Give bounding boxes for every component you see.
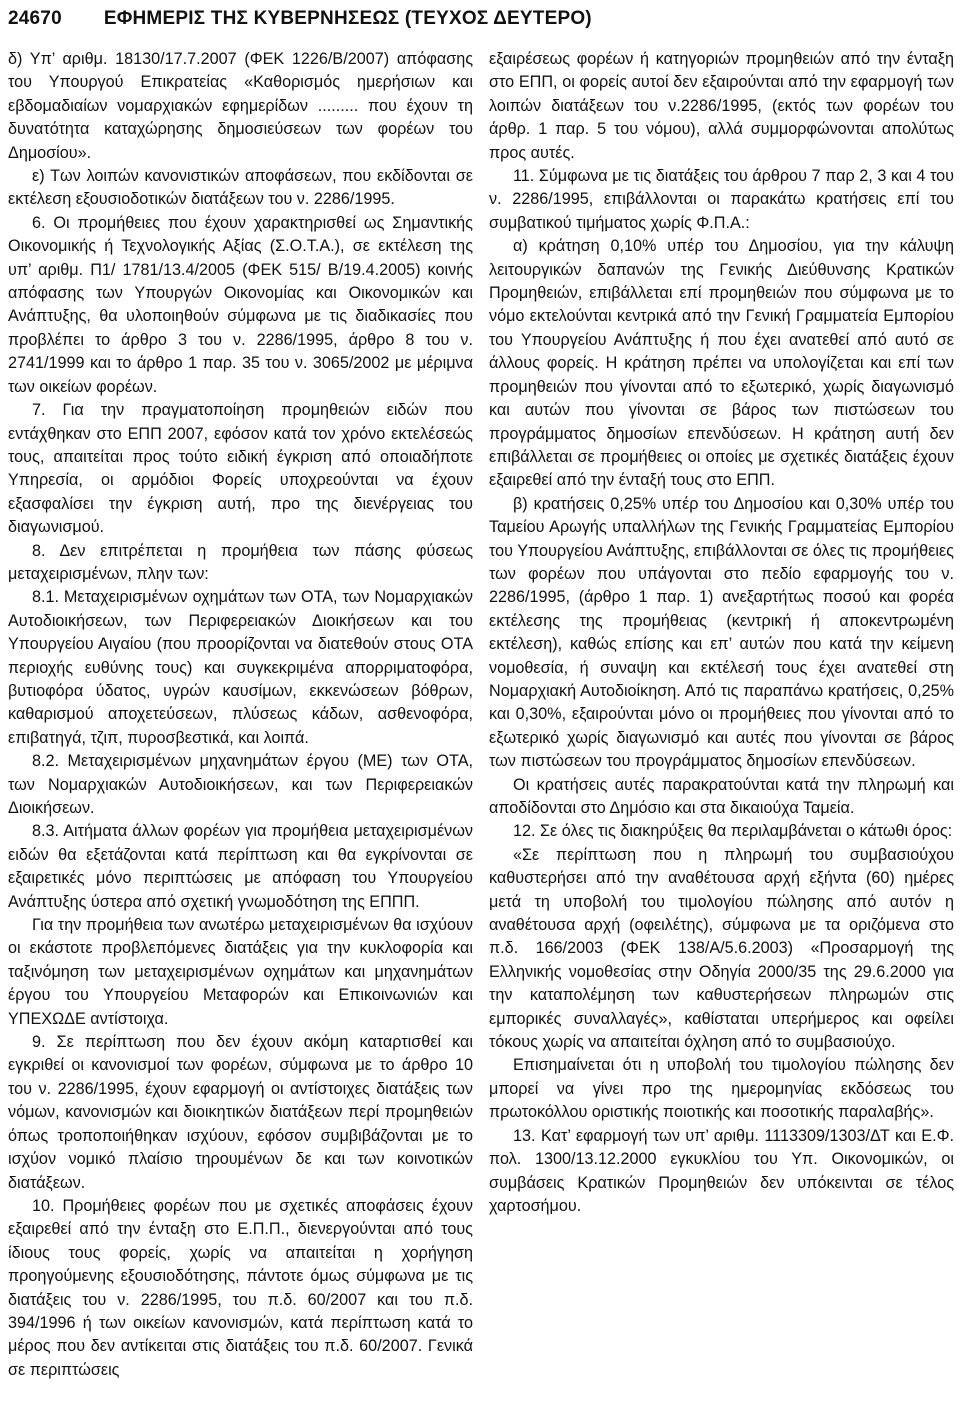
paragraph-9: 9. Σε περίπτωση που δεν έχουν ακόμη καταρτισθεί και εγκριθεί οι κανονισμοί των φορέων, σύμφωνα με το άρθρο 10 του ν. 2286/1995, έχουν εφαρμογή οι αντίστοιχες διατάξεις των νόμων, κανονισμών και διοικητικών διατάξεων περί προμηθειών όπως τροποποιήθηκαν ισχύουν, εφόσον συμβιβάζονται με το ισχύον νομικό πλαίσιο τηρουμένων δε και των κοινοτικών διατάξεων. <box>8 1033 473 1192</box>
gazette-title: ΕΦΗΜΕΡΙΣ ΤΗΣ ΚΥΒΕΡΝΗΣΕΩΣ (ΤΕΥΧΟΣ ΔΕΥΤΕΡΟ) <box>103 8 592 29</box>
paragraph-8-1: 8.1. Μεταχειρισμένων οχημάτων των ΟΤΑ, των Νομαρχιακών Αυτοδιοικήσεων, των Περιφερειακών Διοικήσεων και του Υπουργείου Αιγαίου (που προορίζονται να διατεθούν στους ΟΤΑ περιοχής ευθύνης τους) και συγκεκριμένα απορριματοφόρα, βυτιοφόρα ύδατος, υγρών καυσίμων, εκκενώσεων βόθρων, καθαρισμού αποχετεύσεων, πλύσεως κάδων, ασθενοφόρα, επιβατηγά, τζιπ, πυροσβεστικά, και λοιπά. <box>8 588 473 747</box>
paragraph-10: 10. Προμήθειες φορέων που με σχετικές αποφάσεις έχουν εξαιρεθεί από την ένταξη στο Ε.Π.Π., διενεργούνται από τους ίδιους τους φορείς, χωρίς να απαιτείται η χορήγηση προηγούμενης εξουσιοδότησης, πάντοτε όμως σύμφωνα με τις διατάξεις του ν. 2286/1995, του π.δ. 60/2007 και του π.δ. 394/1996 ή των οικείων κανονισμών, κατά περίπτωση κατά το μέρος που δεν αντίκειται στις διατάξεις του π.δ. 60/2007. Γενικά σε περιπτώσεις <box>8 1196 473 1379</box>
page-number: 24670 <box>8 8 62 29</box>
paragraph-11-a: α) κράτηση 0,10% υπέρ του Δημοσίου, για την κάλυψη λειτουργικών δαπανών της Γενικής Διεύθυνσης Κρατικών Προμηθειών, επιβάλλεται επί προμηθειών που σύμφωνα με το νόμο εκτελούνται κεντρικά από την Γενική Γραμματεία Εμπορίου του Υπουργείου Ανάπτυξης ή που έχει ανατεθεί από αυτό σε άλλους φορείς. Η κράτηση πρέπει να υπολογίζεται και επί των προμηθειών που γίνονται από το εξωτερικό, χωρίς διαγωνισμό και αυτών που γίνονται σε βάρος των πιστώσεων του προγράμματος δημοσίων επενδύσεων. Η κράτηση αυτή δεν επιβάλλεται σε προμήθειες οι οποίες με σχετικές διατάξεις έχουν εξαιρεθεί από την ένταξή τους στο ΕΠΠ. <box>489 237 954 490</box>
paragraph-12-clause: «Σε περίπτωση που η πληρωμή του συμβασιούχου καθυστερήσει από την αναθέτουσα αρχή εξήντα (60) ημέρες μετά τη υποβολή του τιμολογίου πώλησης από αυτόν η αναθέτουσα αρχή (οφειλέτης), σύμφωνα με τα οριζόμενα στο π.δ. 166/2003 (ΦΕΚ 138/Α/5.6.2003) «Προσαρμογή της Ελληνικής νομοθεσίας στην Οδηγία 2000/35 της 29.6.2000 για την καταπολέμηση των καθυστερήσεων πληρωμών στις εμπορικές συναλλαγές», καθίσταται υπερήμερος και οφείλει τόκους χωρίς να απαιτείται όχληση από το συμβασιούχο. <box>489 845 954 1052</box>
right-column <box>489 48 954 1218</box>
paragraph-invoice-note: Επισημαίνεται ότι η υποβολή του τιμολογίου πώλησης δεν μπορεί να γίνει προ της ημερομηνίας εκδόσεως του πρωτοκόλλου οριστικής ποιοτικής και ποσοτικής παραλαβής». <box>489 1056 954 1122</box>
paragraph-8: 8. Δεν επιτρέπεται η προμήθεια των πάσης φύσεως μεταχειρισμένων, πλην των: <box>8 541 473 583</box>
paragraph-continuation: εξαιρέσεως φορέων ή κατηγοριών προμηθειών από την ένταξη στο ΕΠΠ, οι φορείς αυτοί δεν εξαιρούνται από την εφαρμογή των λοιπών διατάξεων του ν.2286/1995, (εκτός των φορέων του άρθρ. 1 παρ. 5 του νόμου), αλλά συμμορφώνονται απολύτως προς αυτές. <box>489 50 954 162</box>
paragraph-8-3: 8.3. Αιτήματα άλλων φορέων για προμήθεια μεταχειρισμένων ειδών θα εξετάζονται κατά περίπτωση και θα εγκρίνονται σε εξαιρετικές μόνο περιπτώσεις με απόφαση του Υπουργείου Ανάπτυξης ύστερα από σχετική γνωμοδότηση της ΕΠΠΠ. <box>8 822 473 911</box>
page-header <box>8 2 952 36</box>
paragraph-d: δ) Υπ’ αριθμ. 18130/17.7.2007 (ΦΕΚ 1226/Β/2007) απόφασης του Υπουργού Επικρατείας «Καθορισμός ημερήσιων και εβδομαδιαίων νομαρχιακών εφημερίδων ......... που έχουν τη δυνατότητα καταχώρησης δημοσιεύσεων των φορέων του Δημοσίου». <box>8 50 473 162</box>
paragraph-7: 7. Για την πραγματοποίηση προμηθειών ειδών που εντάχθηκαν στο ΕΠΠ 2007, εφόσον κατά τον χρόνο εκτελέσεώς τους, απαιτείται προς τούτο ειδική έγκριση από οποιαδήποτε Υπηρεσία, οι αρμόδιοι Φορείς υποχρεούνται να έχουν εξασφαλίσει την έγκριση αυτή, προ της διενέργειας του διαγωνισμού. <box>8 401 473 537</box>
paragraph-13: 13. Κατ’ εφαρμογή των υπ’ αριθμ. 1113309/1303/ΔΤ και Ε.Φ. πολ. 1300/13.12.2000 εγκυκλίου του Υπ. Οικονομικών, οι συμβάσεις Κρατικών Προμηθειών δεν υπόκεινται σε τέλος χαρτοσήμου. <box>489 1126 954 1215</box>
left-column <box>8 48 473 1382</box>
paragraph-deductions: Οι κρατήσεις αυτές παρακρατούνται κατά την πληρωμή και αποδίδονται στο Δημόσιο και στα δικαιούχα Ταμεία. <box>489 775 954 817</box>
paragraph-11-b: β) κρατήσεις 0,25% υπέρ του Δημοσίου και 0,30% υπέρ του Ταμείου Αρωγής υπαλλήλων της Γενικής Γραμματείας Εμπορίου του Υπουργείου Ανάπτυξης, επιβάλλονται σε όλες τις προμήθειες των φορέων που υπάγονται στο πεδίο εφαρμογής του ν. 2286/1995, (άρθρο 1 παρ. 1) ανεξαρτήτως ποσού και φορέα εκτέλεσης της προμήθειας (κεντρική ή αποκεντρωμένη εκτέλεση), καθώς επίσης και επ’ αυτών που κατά την κείμενη νομοθεσία, ή συναψη και εκτέλεσή τους έχει ανατεθεί στη Νομαρχιακή Αυτοδιοίκηση. Από τις παραπάνω κρατήσεις, 0,25% και 0,30%, εξαιρούνται μόνο οι προμήθειες που γίνονται από το εξωτερικό χωρίς διαγωνισμό και αυτές που γίνονται σε βάρος των πιστώσεων του προγράμματος δημοσίων επενδύσεων. <box>489 494 954 771</box>
paragraph-used-items: Για την προμήθεια των ανωτέρω μεταχειρισμένων θα ισχύουν οι εκάστοτε προβλεπόμενες διατάξεις για την κυκλοφορία και ταξινόμηση των μεταχειρισμένων οχημάτων και μηχανημάτων έργου του Υπουργείου Μεταφορών και Επικοινωνιών και ΥΠΕΧΩΔΕ αντίστοιχα. <box>8 916 473 1028</box>
paragraph-11: 11. Σύμφωνα με τις διατάξεις του άρθρου 7 παρ 2, 3 και 4 του ν. 2286/1995, επιβάλλονται οι παρακάτω κρατήσεις επί του συμβατικού τιμήματος χωρίς Φ.Π.Α.: <box>489 167 954 232</box>
paragraph-8-2: 8.2. Μεταχειρισμένων μηχανημάτων έργου (ΜΕ) των ΟΤΑ, των Νομαρχιακών Αυτοδιοικήσεων, και των Περιφερειακών Διοικήσεων. <box>8 752 473 817</box>
paragraph-e: ε) Των λοιπών κανονιστικών αποφάσεων, που εκδίδονται σε εκτέλεση εξουσιοδοτικών διατάξεων του ν. 2286/1995. <box>8 167 473 209</box>
paragraph-12: 12. Σε όλες τις διακηρύξεις θα περιλαμβάνεται ο κάτωθι όρος: <box>513 822 953 841</box>
paragraph-6: 6. Οι προμήθειες που έχουν χαρακτηρισθεί ως Σημαντικής Οικονομικής ή Τεχνολογικής Αξίας (Σ.Ο.Τ.Α.), σε εκτέλεση της υπ’ αριθμ. Π1/ 1781/13.4/2005 (ΦΕΚ 515/ Β/19.4.2005) κοινής απόφασης των Υπουργών Οικονομίας και Οικονομικών και Ανάπτυξης, θα υλοποιηθούν σύμφωνα με τις διαδικασίες που προβλέπει το άρθρο 3 του ν. 2286/1995, άρθρο 8 του ν. 2741/1999 και το άρθρο 1 παρ. 35 του ν. 3065/2002 με μέριμνα των οικείων φορέων. <box>8 213 473 396</box>
